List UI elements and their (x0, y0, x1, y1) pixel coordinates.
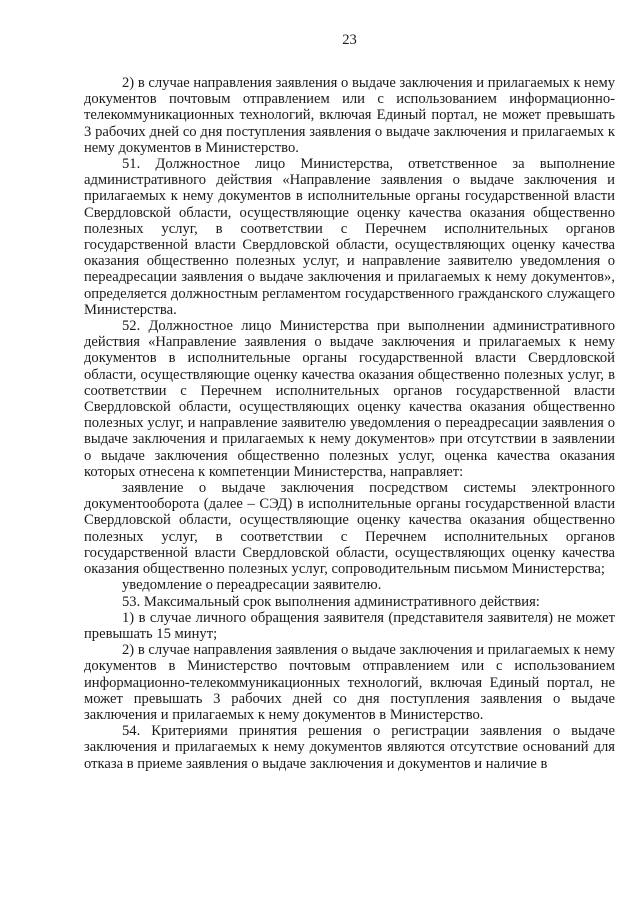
paragraph-53: 53. Максимальный срок выполнения административного действия: (122, 593, 540, 610)
paragraph-52-item-statement: заявление о выдаче заключения посредством системы электронного документооборота (далее – СЭД) в исполнительные органы государственной власти Свердловской области, осуществляющие оценку качества оказания общественно полезных услуг, в соответствии с Перечнем исполнительных органов государственной власти Свердловской области, осуществляющих оценку качества оказания общественно полезных услуг, сопроводительным письмом Министерства; (84, 480, 615, 578)
paragraph-53-item-2: 2) в случае направления заявления о выдаче заключения и прилагаемых к нему документов в Министерство почтовым отправлением или с использованием информационно-телекоммуникационных технологий, включая Единый портал, не может превышать 3 рабочих дней со дня поступления заявления о выдаче заключения и прилагаемых к нему документов в Министерство. (84, 642, 615, 723)
paragraph-52-item-notice: уведомление о переадресации заявителю. (122, 577, 382, 594)
paragraph-52: 52. Должностное лицо Министерства при выполнении административного действия «Направление заявления о выдаче заключения и прилагаемых к нему документов в исполнительные органы государственной власти Свердловской области, осуществляющие оценку качества оказания общественно полезных услуг, в соответствии с Перечнем исполнительных органов государственной власти Свердловской области, осуществляющих оценку качества оказания общественно полезных услуг, и направление заявителю уведомления о переадресации заявления о выдаче заключения и прилагаемых к нему документов» при отсутствии в заявлении о выдаче заключения общественно полезных услуг, оценка качества оказания которых отнесена к компетенции Министерства, направляет: (84, 318, 615, 480)
paragraph-50-item-2: 2) в случае направления заявления о выдаче заключения и прилагаемых к нему документов почтовым отправлением или с использованием информационно-телекоммуникационных технологий, включая Единый портал, не может превышать 3 рабочих дней со дня поступления заявления о выдаче заключения и прилагаемых к нему документов в Министерство. (84, 75, 615, 156)
paragraph-54: 54. Критериями принятия решения о регистрации заявления о выдаче заключения и прилагаемых к нему документов являются отсутствие оснований для отказа в приеме заявления о выдаче заключения и документов и наличие в (84, 723, 615, 772)
document-page (84, 32, 615, 772)
paragraph-53-item-1: 1) в случае личного обращения заявителя (представителя заявителя) не может превышать 15 минут; (84, 609, 615, 642)
paragraph-51: 51. Должностное лицо Министерства, ответственное за выполнение административного действия «Направление заявления о выдаче заключения и прилагаемых к нему документов в исполнительные органы государственной власти Свердловской области, осуществляющие оценку качества оказания общественно полезных услуг, в соответствии с Перечнем исполнительных органов государственной власти Свердловской области, осуществляющих оценку качества оказания общественно полезных услуг, и направление заявителю уведомления о переадресации заявления о выдаче заключения и прилагаемых к нему документов», определяется должностным регламентом государственного гражданского служащего Министерства. (84, 156, 615, 318)
page-number: 23 (342, 32, 357, 48)
